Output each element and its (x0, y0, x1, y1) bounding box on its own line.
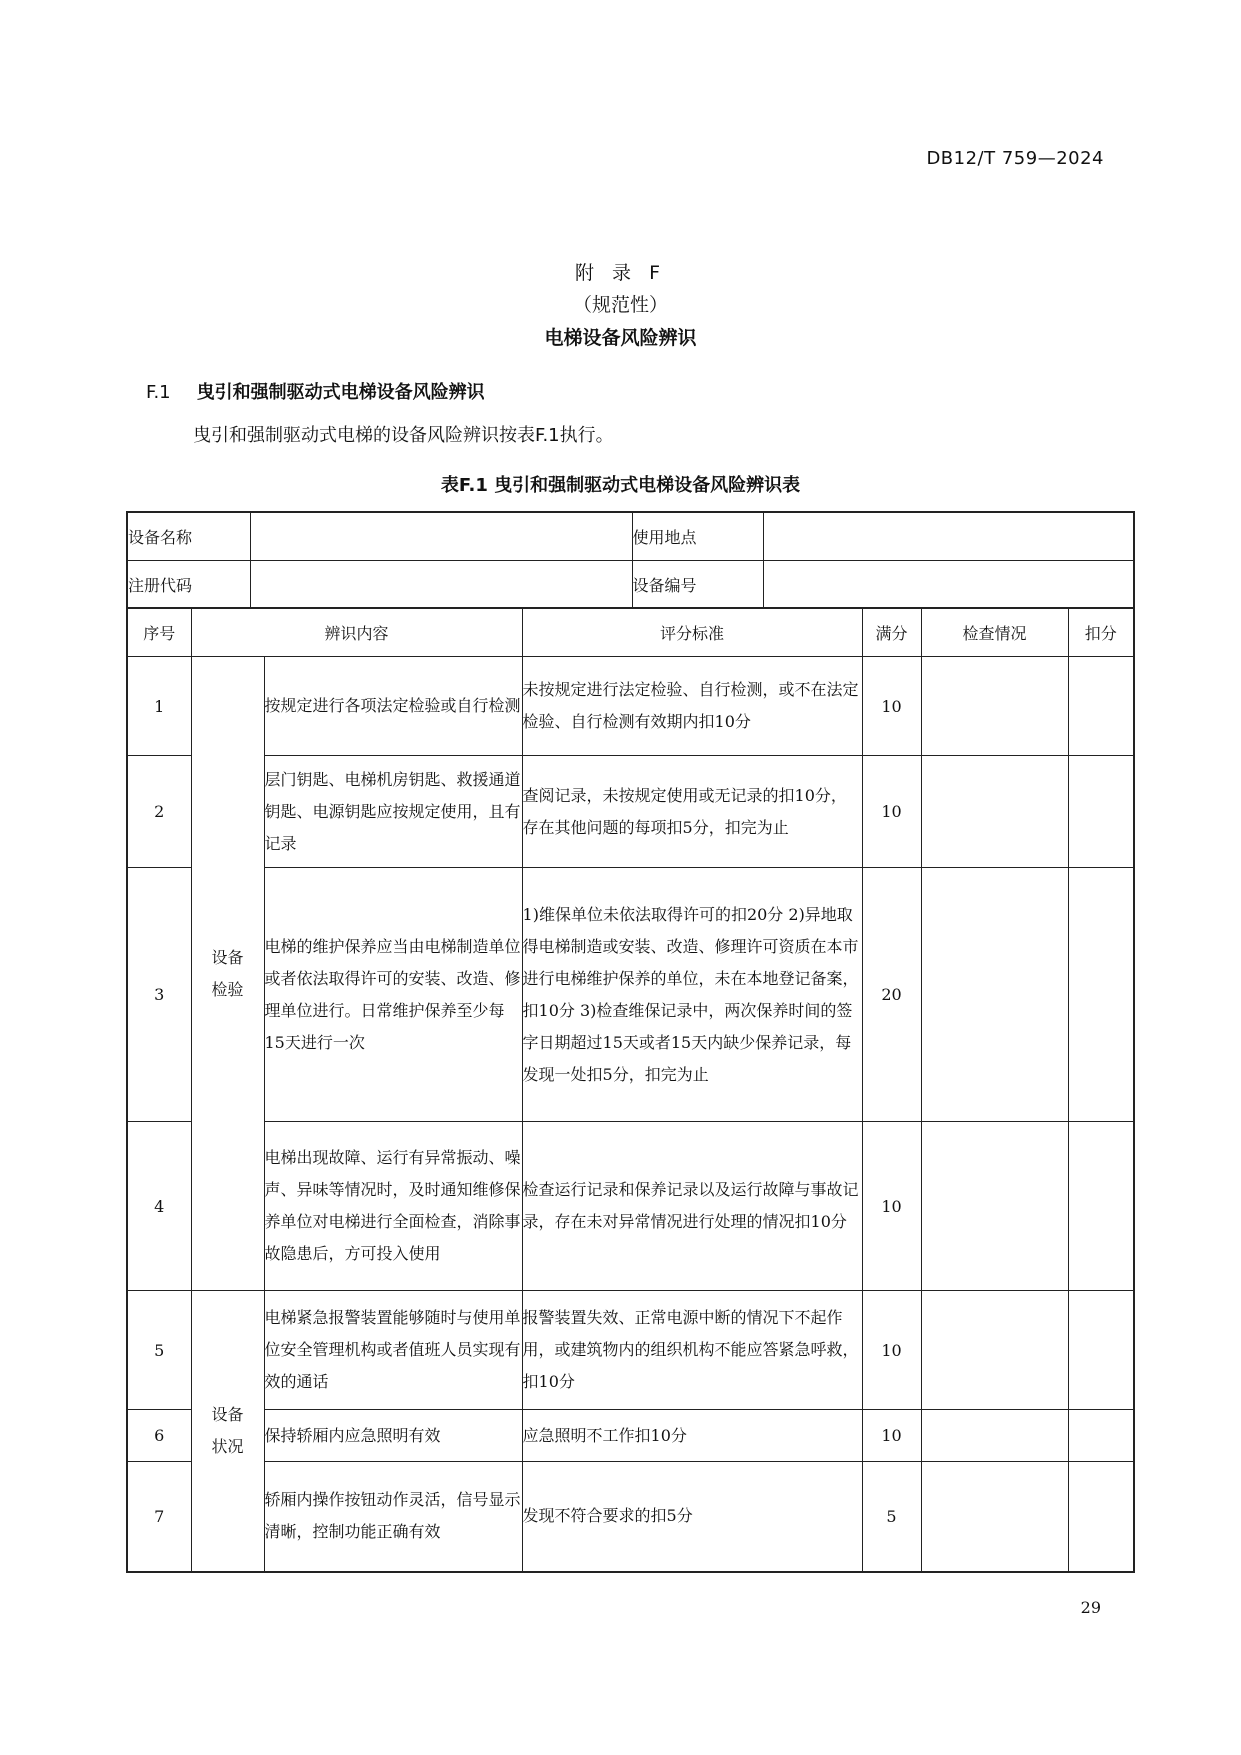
device-no-value[interactable] (763, 560, 1134, 608)
header-deduction: 扣分 (1068, 608, 1134, 657)
row-content: 电梯紧急报警装置能够随时与使用单位安全管理机构或者值班人员实现有效的通话 (264, 1291, 522, 1410)
table-caption: 表F.1 曳引和强制驱动式电梯设备风险辨识表 (440, 475, 801, 496)
row-seq: 2 (127, 756, 191, 868)
table-row (127, 657, 1134, 756)
table-row (127, 1410, 1134, 1462)
row-criteria: 1)维保单位未依法取得许可的扣20分 2)异地取得电梯制造或安装、改造、修理许可资质在本市进行电梯维护保养的单位，未在本地登记备案，扣10分 3)检查维保记录中，两次保养时间的签字日期超过15天或者15天内缺少保养记录，每发现一处扣5分，扣完为止 (522, 868, 862, 1122)
header-row (127, 608, 1134, 657)
row-inspection[interactable] (921, 657, 1068, 756)
table-row (127, 868, 1134, 1122)
row-deduction[interactable] (1068, 1122, 1134, 1291)
row-score: 10 (862, 756, 921, 868)
reg-code-label: 注册代码 (127, 560, 250, 608)
row-content: 电梯的维护保养应当由电梯制造单位或者依法取得许可的安装、改造、修理单位进行。日常维护保养至少每15天进行一次 (264, 868, 522, 1122)
row-criteria: 检查运行记录和保养记录以及运行故障与事故记录，存在未对异常情况进行处理的情况扣10分 (522, 1122, 862, 1291)
row-deduction[interactable] (1068, 756, 1134, 868)
table-row (127, 1291, 1134, 1410)
row-inspection[interactable] (921, 1410, 1068, 1462)
row-score: 10 (862, 1410, 921, 1462)
reg-code-value[interactable] (250, 560, 632, 608)
header-criteria: 评分标准 (522, 608, 862, 657)
row-seq: 5 (127, 1291, 191, 1410)
row-criteria: 报警装置失效、正常电源中断的情况下不起作用，或建筑物内的组织机构不能应答紧急呼救，扣10分 (522, 1291, 862, 1410)
section-number: F.1 (146, 382, 171, 403)
section-intro: 曳引和强制驱动式电梯的设备风险辨识按表F.1执行。 (193, 425, 614, 446)
info-row-2 (127, 560, 1134, 608)
device-name-label: 设备名称 (127, 512, 250, 560)
header-inspection: 检查情况 (921, 608, 1068, 657)
page-number: 29 (1080, 1598, 1101, 1617)
section-heading (146, 378, 485, 404)
row-content: 轿厢内操作按钮动作灵活，信号显示清晰，控制功能正确有效 (264, 1462, 522, 1572)
row-deduction[interactable] (1068, 868, 1134, 1122)
row-seq: 4 (127, 1122, 191, 1291)
header-full-score: 满分 (862, 608, 921, 657)
device-name-value[interactable] (250, 512, 632, 560)
row-score: 10 (862, 1291, 921, 1410)
table-row (127, 1462, 1134, 1572)
row-inspection[interactable] (921, 1462, 1068, 1572)
row-deduction[interactable] (1068, 1291, 1134, 1410)
items-table (126, 607, 1135, 1573)
row-criteria: 查阅记录，未按规定使用或无记录的扣10分，存在其他问题的每项扣5分，扣完为止 (522, 756, 862, 868)
row-seq: 6 (127, 1410, 191, 1462)
appendix-normative: （规范性） (572, 294, 668, 316)
row-deduction[interactable] (1068, 657, 1134, 756)
section-heading-text: 曳引和强制驱动式电梯设备风险辨识 (196, 382, 485, 403)
row-seq: 7 (127, 1462, 191, 1572)
row-seq: 1 (127, 657, 191, 756)
row-inspection[interactable] (921, 756, 1068, 868)
row-inspection[interactable] (921, 1291, 1068, 1410)
row-score: 20 (862, 868, 921, 1122)
appendix-title: 附 录 F (574, 262, 666, 284)
row-criteria: 应急照明不工作扣10分 (522, 1410, 862, 1462)
group-label-inspection: 设备 检验 (191, 657, 264, 1291)
header-content: 辨识内容 (191, 608, 522, 657)
location-label: 使用地点 (632, 512, 763, 560)
appendix-subject: 电梯设备风险辨识 (544, 327, 697, 349)
table-row (127, 756, 1134, 868)
table-row (127, 1122, 1134, 1291)
info-row-1 (127, 512, 1134, 560)
row-inspection[interactable] (921, 868, 1068, 1122)
row-content: 电梯出现故障、运行有异常振动、噪声、异味等情况时，及时通知维修保养单位对电梯进行全面检查，消除事故隐患后，方可投入使用 (264, 1122, 522, 1291)
row-inspection[interactable] (921, 1122, 1068, 1291)
header-seq: 序号 (127, 608, 191, 657)
row-content: 按规定进行各项法定检验或自行检测 (264, 657, 522, 756)
row-score: 5 (862, 1462, 921, 1572)
row-content: 保持轿厢内应急照明有效 (264, 1410, 522, 1462)
row-criteria: 未按规定进行法定检验、自行检测，或不在法定检验、自行检测有效期内扣10分 (522, 657, 862, 756)
device-no-label: 设备编号 (632, 560, 763, 608)
group-label-condition: 设备 状况 (191, 1291, 264, 1572)
row-content: 层门钥匙、电梯机房钥匙、救援通道钥匙、电源钥匙应按规定使用，且有记录 (264, 756, 522, 868)
row-criteria: 发现不符合要求的扣5分 (522, 1462, 862, 1572)
row-seq: 3 (127, 868, 191, 1122)
location-value[interactable] (763, 512, 1134, 560)
standard-code: DB12/T 759—2024 (926, 148, 1104, 169)
info-table (126, 511, 1135, 609)
row-score: 10 (862, 1122, 921, 1291)
row-deduction[interactable] (1068, 1410, 1134, 1462)
row-score: 10 (862, 657, 921, 756)
row-deduction[interactable] (1068, 1462, 1134, 1572)
